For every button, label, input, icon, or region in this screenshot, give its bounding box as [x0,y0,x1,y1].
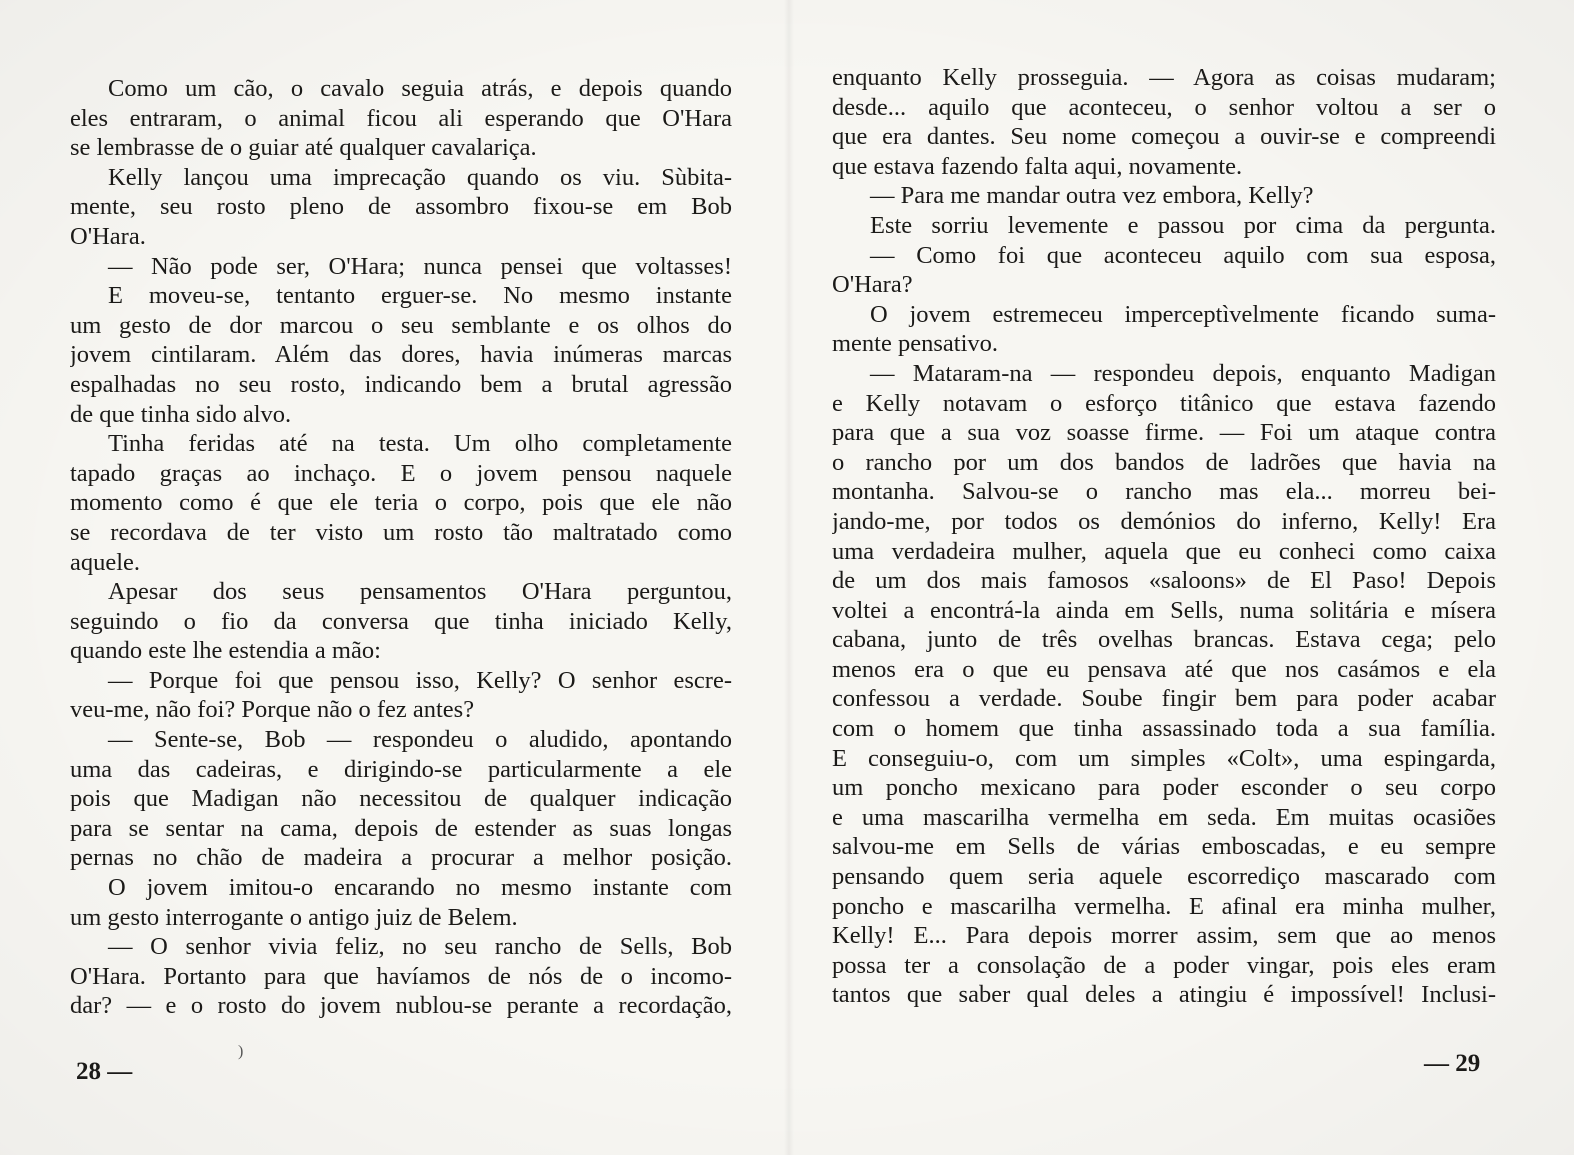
text-line: Kelly! E... Para depois morrer assim, sem que ao menos [832,922,1496,950]
left-page-text [70,74,732,1021]
text-line: — Como foi que aconteceu aquilo com sua esposa, [870,241,1496,269]
text-line: e Kelly notavam o esforço titânico que estava fazendo [832,389,1496,417]
text-line: um gesto de dor marcou o seu semblante e os olhos do [70,311,732,339]
text-line: um gesto interrogante o antigo juiz de Belem. [70,903,518,931]
text-line: O jovem imitou-o encarando no mesmo instante com [108,874,732,902]
text-line: dar? — e o rosto do jovem nublou-se perante a recordação, [70,992,732,1020]
stray-mark: ) [238,1043,244,1060]
text-line: que era dantes. Seu nome começou a ouvir-se e compreendi [832,123,1496,151]
text-line: espalhadas no seu rosto, indicando bem a brutal agressão [70,370,732,398]
page-number-left: 28 — [76,1058,133,1085]
text-line: para se sentar na cama, depois de estender as suas longas [70,814,732,842]
text-line: montanha. Salvou-se o rancho mas ela... morreu bei- [832,478,1496,506]
text-line: cabana, junto de três ovelhas brancas. Estava cega; pelo [832,626,1496,654]
text-line: pernas no chão de madeira a procurar a melhor posição. [70,844,732,872]
page-number-right: — 29 [1424,1050,1481,1077]
text-line: de que tinha sido alvo. [70,400,292,428]
text-line: se recordava de ter visto um rosto tão maltratado como [70,518,732,546]
text-line: uma das cadeiras, e dirigindo-se particularmente a ele [70,755,732,783]
text-line: confessou a verdade. Soube fingir bem para poder acabar [832,685,1496,713]
text-line: jando-me, por todos os demónios do inferno, Kelly! Era [832,507,1496,535]
text-line: momento como é que ele teria o corpo, pois que ele não [70,489,732,517]
text-line: tapado graças ao inchaço. E o jovem pensou naquele [70,459,732,487]
text-line: — O senhor vivia feliz, no seu rancho de Sells, Bob [108,933,732,961]
text-line: mente, seu rosto pleno de assombro fixou-se em Bob [70,193,732,221]
text-line: tantos que saber qual deles a atingiu é impossível! Inclusi- [832,981,1496,1009]
text-line: enquanto Kelly prosseguia. — Agora as coisas mudaram; [832,64,1496,91]
text-line: — Mataram-na — respondeu depois, enquanto Madigan [870,359,1496,387]
text-line: o rancho por um dos bandos de ladrões que havia na [832,448,1496,476]
text-line: poncho e mascarilha vermelha. E afinal era minha mulher, [832,892,1496,920]
text-line: Como um cão, o cavalo seguia atrás, e depois quando [108,75,732,102]
text-line: pensando quem seria aquele escorrediço mascarado com [832,863,1496,891]
text-line: E moveu-se, tentanto erguer-se. No mesmo instante [108,282,732,310]
text-line: voltei a encontrá-la ainda em Sells, numa solitária e mísera [832,596,1496,624]
text-line: e uma mascarilha vermelha em seda. Em muitas ocasiões [832,803,1496,831]
text-line: aquele. [70,548,141,576]
text-line: quando este lhe estendia a mão: [70,637,381,665]
text-line: que estava fazendo falta aqui, novamente. [832,152,1243,180]
text-line: E conseguiu-o, com um simples «Colt», uma espingarda, [832,744,1496,772]
text-line: veu-me, não foi? Porque não o fez antes? [70,696,475,724]
text-line: para que a sua voz soasse firme. — Foi um ataque contra [832,419,1496,447]
text-line: um poncho mexicano para poder esconder o seu corpo [832,774,1496,802]
right-page-text [832,63,1496,1010]
text-line: pois que Madigan não necessitou de qualquer indicação [70,785,732,813]
text-line: mente pensativo. [832,330,999,358]
text-line: com o homem que tinha assassinado toda a sua família. [832,715,1496,743]
text-line: O'Hara? [832,271,913,299]
text-line: seguindo o fio da conversa que tinha iniciado Kelly, [70,607,732,635]
text-line: — Sente-se, Bob — respondeu o aludido, apontando [108,726,732,754]
text-line: O'Hara. [70,222,146,250]
text-line: jovem cintilaram. Além das dores, havia inúmeras marcas [70,341,732,369]
text-line: se lembrasse de o guiar até qualquer cavalariça. [70,134,537,162]
text-line: eles entraram, o animal ficou ali esperando que O'Hara [70,104,732,132]
text-line: desde... aquilo que aconteceu, o senhor voltou a ser o [832,93,1496,121]
text-line: uma verdadeira mulher, aquela que eu conheci como caixa [832,537,1496,565]
text-line: Apesar dos seus pensamentos O'Hara perguntou, [108,578,732,606]
text-line: Tinha feridas até na testa. Um olho completamente [108,430,732,458]
text-line: — Porque foi que pensou isso, Kelly? O senhor escre- [108,666,732,694]
right-page [787,0,1574,1155]
text-line: possa ter a consolação de a poder vingar, pois eles eram [832,951,1496,979]
text-line: menos era o que eu pensava até que nos casámos e ela [832,655,1496,683]
text-line: salvou-me em Sells de várias emboscadas, e eu sempre [832,833,1496,861]
text-line: de um dos mais famosos «saloons» de El Paso! Depois [832,567,1496,595]
text-line: O'Hara. Portanto para que havíamos de nós de o incomo- [70,962,732,990]
text-line: — Não pode ser, O'Hara; nunca pensei que voltasses! [108,252,732,280]
text-line: Kelly lançou uma imprecação quando os viu. Sùbita- [108,163,732,191]
text-line: Este sorriu levemente e passou por cima da pergunta. [870,211,1496,239]
text-line: — Para me mandar outra vez embora, Kelly? [870,182,1314,210]
text-line: O jovem estremeceu imperceptìvelmente ficando suma- [870,300,1496,328]
